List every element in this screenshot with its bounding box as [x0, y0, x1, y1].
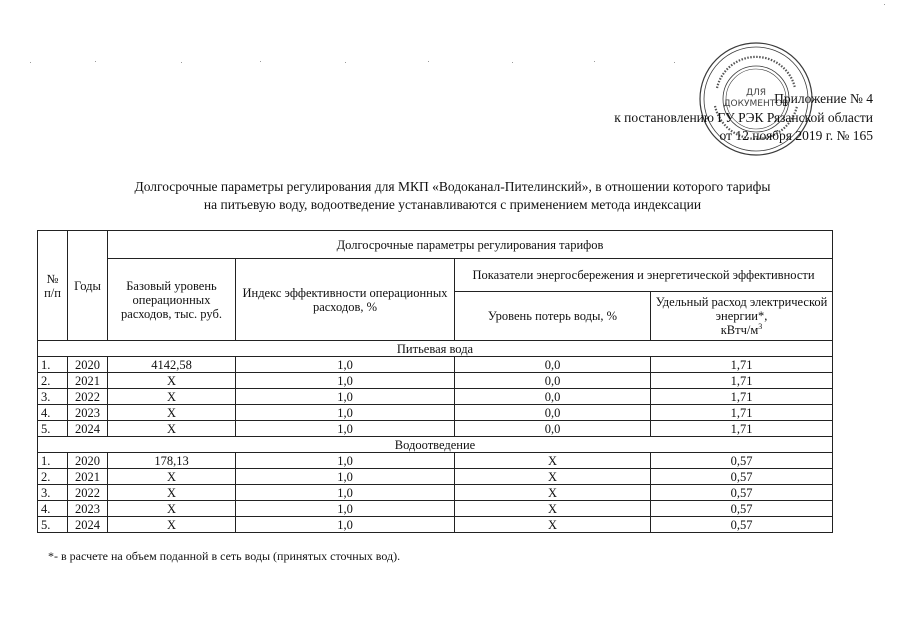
cell-loss: Х — [455, 469, 651, 485]
cell-base: 4142,58 — [108, 357, 236, 373]
header-energy — [651, 292, 833, 341]
cell-index: 1,0 — [236, 373, 455, 389]
section-row — [38, 341, 833, 357]
cell-energy: 1,71 — [651, 421, 833, 437]
cell-loss: 0,0 — [455, 373, 651, 389]
appendix-number: Приложение № 4 — [774, 91, 873, 106]
cell-index: 1,0 — [236, 517, 455, 533]
cell-year: 2022 — [68, 485, 108, 501]
cell-year: 2021 — [68, 469, 108, 485]
cell-loss: 0,0 — [455, 405, 651, 421]
cell-energy: 0,57 — [651, 469, 833, 485]
header-energy-unit: кВтч/м — [720, 323, 759, 337]
title-line-1: Долгосрочные параметры регулирования для МКП «Водоканал-Пителинский», в отношении которого тарифы — [134, 179, 771, 194]
cell-num: 5. — [38, 517, 68, 533]
cell-index: 1,0 — [236, 485, 455, 501]
header-group-energy: Показатели энергосбережения и энергетической эффективности — [455, 259, 833, 292]
cell-index: 1,0 — [236, 389, 455, 405]
table-row — [38, 501, 833, 517]
cell-num: 1. — [38, 357, 68, 373]
cell-year: 2023 — [68, 405, 108, 421]
table-row — [38, 421, 833, 437]
table-header-row — [38, 259, 833, 292]
header-energy-label: Удельный расход электрической энергии*, — [655, 295, 828, 323]
cell-energy: 1,71 — [651, 373, 833, 389]
stamp-center-text-1: ДЛЯ — [745, 88, 767, 98]
cell-loss: Х — [455, 501, 651, 517]
header-group-main: Долгосрочные параметры регулирования тарифов — [108, 231, 833, 259]
document-title — [40, 178, 865, 214]
cell-loss: Х — [455, 517, 651, 533]
cell-base: Х — [108, 389, 236, 405]
cell-index: 1,0 — [236, 501, 455, 517]
cell-num: 2. — [38, 469, 68, 485]
cell-loss: 0,0 — [455, 357, 651, 373]
table-row — [38, 517, 833, 533]
header-index: Индекс эффективности операционных расходов, % — [236, 259, 455, 341]
cell-num: 1. — [38, 453, 68, 469]
cell-energy: 1,71 — [651, 405, 833, 421]
title-line-2: на питьевую воду, водоотведение устанавливаются с применением метода индексации — [203, 197, 702, 212]
header-energy-sup: 3 — [758, 321, 763, 331]
header-base: Базовый уровень операционных расходов, тыс. руб. — [108, 259, 236, 341]
section-row — [38, 437, 833, 453]
cell-energy: 0,57 — [651, 501, 833, 517]
cell-index: 1,0 — [236, 453, 455, 469]
cell-base: Х — [108, 501, 236, 517]
appendix-resolution: к постановлению ГУ РЭК Рязанской области — [614, 109, 873, 125]
header-year: Годы — [68, 231, 108, 341]
cell-num: 4. — [38, 405, 68, 421]
stamp-center-text-2: ДОКУМЕНТОВ — [723, 99, 789, 109]
cell-num: 4. — [38, 501, 68, 517]
cell-energy: 1,71 — [651, 357, 833, 373]
cell-base: Х — [108, 373, 236, 389]
table-header-row — [38, 231, 833, 259]
cell-num: 2. — [38, 373, 68, 389]
cell-base: Х — [108, 421, 236, 437]
header-loss: Уровень потерь воды, % — [455, 292, 651, 341]
cell-year: 2020 — [68, 453, 108, 469]
cell-base: 178,13 — [108, 453, 236, 469]
cell-year: 2021 — [68, 373, 108, 389]
cell-year: 2022 — [68, 389, 108, 405]
cell-loss: Х — [455, 485, 651, 501]
cell-base: Х — [108, 469, 236, 485]
table-row — [38, 405, 833, 421]
cell-loss: Х — [455, 453, 651, 469]
cell-loss: 0,0 — [455, 389, 651, 405]
table-body — [38, 341, 833, 533]
footnote: *- в расчете на объем поданной в сеть воды (принятых сточных вод). — [48, 549, 401, 563]
cell-index: 1,0 — [236, 405, 455, 421]
header-num: № п/п — [38, 231, 68, 341]
table-row — [38, 453, 833, 469]
table-row — [38, 389, 833, 405]
cell-year: 2020 — [68, 357, 108, 373]
section-title: Питьевая вода — [38, 341, 833, 357]
cell-num: 5. — [38, 421, 68, 437]
cell-num: 3. — [38, 389, 68, 405]
cell-base: Х — [108, 405, 236, 421]
cell-year: 2024 — [68, 421, 108, 437]
cell-year: 2024 — [68, 517, 108, 533]
cell-base: Х — [108, 517, 236, 533]
appendix-date: от 12 ноября 2019 г. № 165 — [719, 128, 873, 143]
section-title: Водоотведение — [38, 437, 833, 453]
cell-energy: 0,57 — [651, 485, 833, 501]
cell-index: 1,0 — [236, 421, 455, 437]
cell-year: 2023 — [68, 501, 108, 517]
table-row — [38, 485, 833, 501]
cell-energy: 0,57 — [651, 453, 833, 469]
table-row — [38, 469, 833, 485]
parameters-table — [37, 230, 833, 533]
table-row — [38, 357, 833, 373]
cell-loss: 0,0 — [455, 421, 651, 437]
cell-index: 1,0 — [236, 357, 455, 373]
cell-energy: 0,57 — [651, 517, 833, 533]
cell-index: 1,0 — [236, 469, 455, 485]
appendix-header — [614, 90, 873, 146]
cell-num: 3. — [38, 485, 68, 501]
cell-energy: 1,71 — [651, 389, 833, 405]
cell-base: Х — [108, 485, 236, 501]
table-row — [38, 373, 833, 389]
